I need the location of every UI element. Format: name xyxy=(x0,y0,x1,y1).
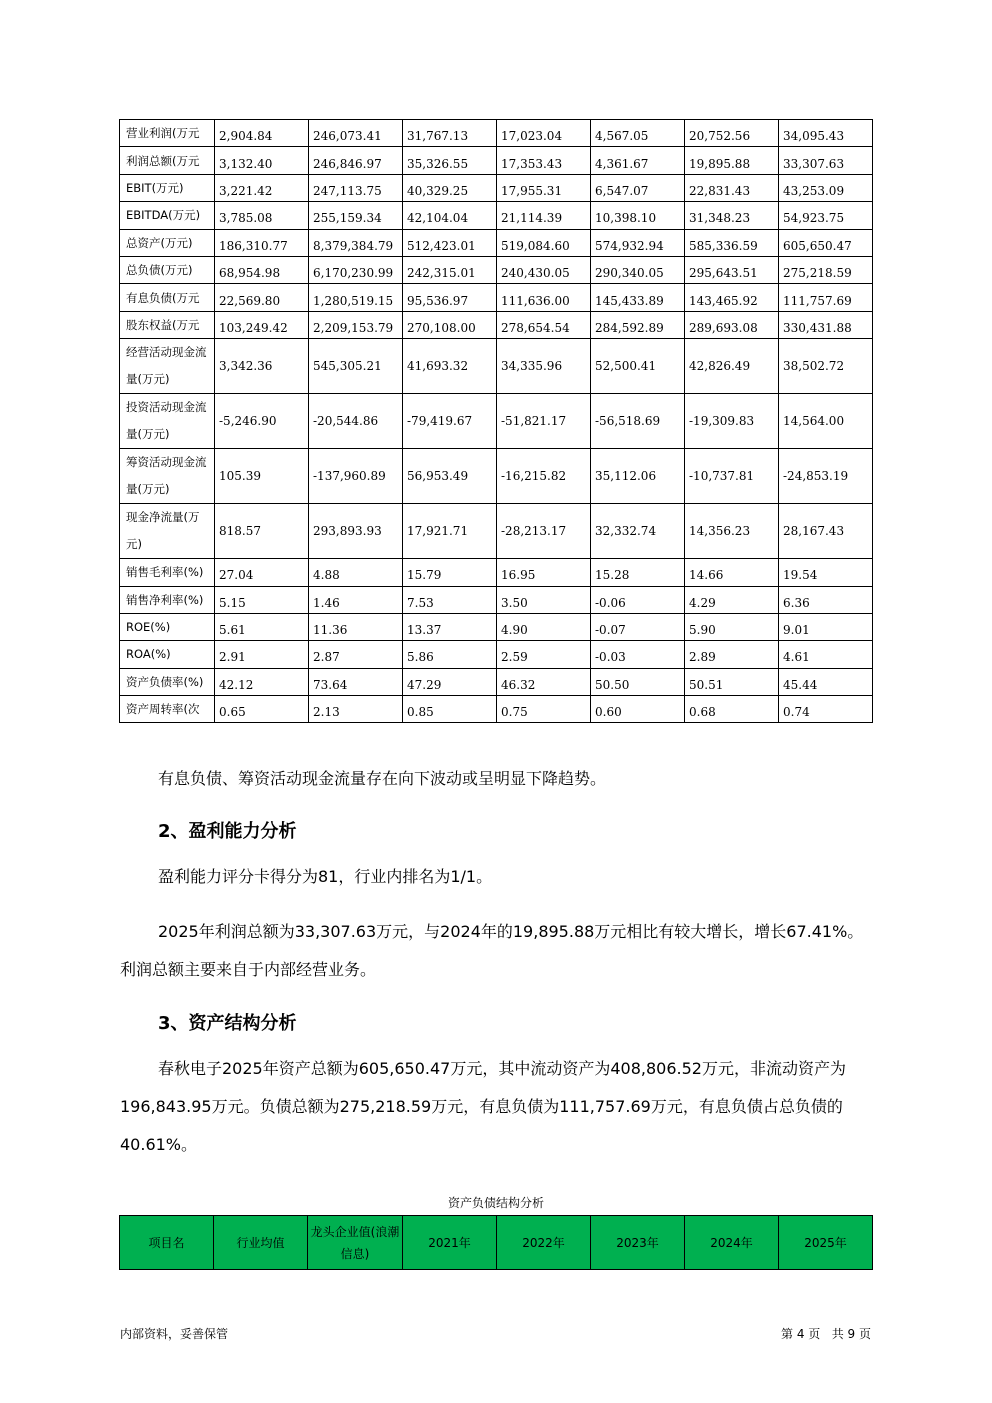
value-cell: 3,132.40 xyxy=(215,147,309,174)
table-row xyxy=(120,504,873,559)
table-row xyxy=(120,449,873,504)
value-cell: 240,430.05 xyxy=(497,256,591,283)
value-cell: -137,960.89 xyxy=(309,449,403,504)
table-row xyxy=(120,311,873,338)
value-cell: 605,650.47 xyxy=(779,229,873,256)
assets-paragraph: 春秋电子2025年资产总额为605,650.47万元，其中流动资产为408,806.52万元，非流动资产为196,843.95万元。负债总额为275,218.59万元，有息负债为111,757.69万元，有息负债占总负债的40.61%。 xyxy=(120,1059,846,1154)
value-cell: 41,693.32 xyxy=(403,339,497,394)
value-cell: 22,569.80 xyxy=(215,284,309,311)
value-cell: 68,954.98 xyxy=(215,256,309,283)
value-cell: 0.85 xyxy=(403,696,497,723)
value-cell: 34,335.96 xyxy=(497,339,591,394)
value-cell: 17,353.43 xyxy=(497,147,591,174)
value-cell: -10,737.81 xyxy=(685,449,779,504)
table-row xyxy=(120,586,873,613)
value-cell: 14,564.00 xyxy=(779,394,873,449)
value-cell: 0.65 xyxy=(215,696,309,723)
value-cell: 15.28 xyxy=(591,559,685,586)
value-cell: 42,826.49 xyxy=(685,339,779,394)
row-label: 销售毛利率(%) xyxy=(120,559,215,586)
value-cell: -79,419.67 xyxy=(403,394,497,449)
value-cell: 54,923.75 xyxy=(779,202,873,229)
value-cell: 5.86 xyxy=(403,641,497,668)
value-cell: 2,904.84 xyxy=(215,120,309,147)
header-cell: 2025年 xyxy=(779,1216,873,1270)
row-label: 销售净利率(%) xyxy=(120,586,215,613)
value-cell: 2.59 xyxy=(497,641,591,668)
value-cell: 33,307.63 xyxy=(779,147,873,174)
value-cell: 585,336.59 xyxy=(685,229,779,256)
table-row xyxy=(120,147,873,174)
value-cell: 290,340.05 xyxy=(591,256,685,283)
value-cell: 21,114.39 xyxy=(497,202,591,229)
header-cell: 龙头企业值(浪潮信息) xyxy=(308,1216,403,1270)
score-paragraph: 盈利能力评分卡得分为81，行业内排名为1/1。 xyxy=(158,867,493,886)
value-cell: 545,305.21 xyxy=(309,339,403,394)
value-cell: 1,280,519.15 xyxy=(309,284,403,311)
value-cell: 330,431.88 xyxy=(779,311,873,338)
value-cell: 17,955.31 xyxy=(497,174,591,201)
section-heading-asset-structure: 3、资产结构分析 xyxy=(158,1013,297,1034)
footer-page-number: 第 4 页 共 9 页 xyxy=(781,1327,871,1341)
row-label: EBITDA(万元) xyxy=(120,202,215,229)
table-row xyxy=(120,174,873,201)
value-cell: -51,821.17 xyxy=(497,394,591,449)
value-cell: -0.07 xyxy=(591,613,685,640)
value-cell: 0.75 xyxy=(497,696,591,723)
value-cell: 17,921.71 xyxy=(403,504,497,559)
value-cell: 6,547.07 xyxy=(591,174,685,201)
value-cell: 3,785.08 xyxy=(215,202,309,229)
value-cell: 105.39 xyxy=(215,449,309,504)
row-label: 有息负债(万元 xyxy=(120,284,215,311)
row-label: 现金净流量(万元) xyxy=(120,504,215,559)
value-cell: 14.66 xyxy=(685,559,779,586)
header-cell: 2022年 xyxy=(497,1216,591,1270)
table-row xyxy=(120,284,873,311)
value-cell: 32,332.74 xyxy=(591,504,685,559)
value-cell: 22,831.43 xyxy=(685,174,779,201)
row-label: 总资产(万元) xyxy=(120,229,215,256)
value-cell: 5.15 xyxy=(215,586,309,613)
value-cell: 4,567.05 xyxy=(591,120,685,147)
value-cell: -20,544.86 xyxy=(309,394,403,449)
value-cell: 255,159.34 xyxy=(309,202,403,229)
value-cell: -19,309.83 xyxy=(685,394,779,449)
value-cell: -5,246.90 xyxy=(215,394,309,449)
value-cell: 95,536.97 xyxy=(403,284,497,311)
row-label: 营业利润(万元 xyxy=(120,120,215,147)
row-label: 利润总额(万元 xyxy=(120,147,215,174)
value-cell: 14,356.23 xyxy=(685,504,779,559)
header-cell: 2023年 xyxy=(591,1216,685,1270)
value-cell: 20,752.56 xyxy=(685,120,779,147)
table-row xyxy=(120,256,873,283)
row-label: 经营活动现金流量(万元) xyxy=(120,339,215,394)
table-row xyxy=(120,559,873,586)
value-cell: 242,315.01 xyxy=(403,256,497,283)
value-cell: -0.06 xyxy=(591,586,685,613)
row-label: ROE(%) xyxy=(120,613,215,640)
trend-paragraph: 有息负债、筹资活动现金流量存在向下波动或呈明显下降趋势。 xyxy=(158,769,607,788)
value-cell: -0.03 xyxy=(591,641,685,668)
value-cell: 10,398.10 xyxy=(591,202,685,229)
value-cell: 13.37 xyxy=(403,613,497,640)
value-cell: 284,592.89 xyxy=(591,311,685,338)
value-cell: 35,112.06 xyxy=(591,449,685,504)
value-cell: 4.29 xyxy=(685,586,779,613)
value-cell: 2.87 xyxy=(309,641,403,668)
value-cell: 42.12 xyxy=(215,668,309,695)
value-cell: 31,767.13 xyxy=(403,120,497,147)
value-cell: 289,693.08 xyxy=(685,311,779,338)
value-cell: 3,221.42 xyxy=(215,174,309,201)
value-cell: 6.36 xyxy=(779,586,873,613)
table-header-row xyxy=(120,1216,873,1270)
value-cell: 34,095.43 xyxy=(779,120,873,147)
section-heading-profitability: 2、盈利能力分析 xyxy=(158,821,297,842)
value-cell: 73.64 xyxy=(309,668,403,695)
value-cell: 45.44 xyxy=(779,668,873,695)
value-cell: 9.01 xyxy=(779,613,873,640)
value-cell: 40,329.25 xyxy=(403,174,497,201)
value-cell: 31,348.23 xyxy=(685,202,779,229)
value-cell: 143,465.92 xyxy=(685,284,779,311)
table-row xyxy=(120,339,873,394)
value-cell: 42,104.04 xyxy=(403,202,497,229)
value-cell: 3.50 xyxy=(497,586,591,613)
value-cell: 8,379,384.79 xyxy=(309,229,403,256)
value-cell: 246,846.97 xyxy=(309,147,403,174)
value-cell: 0.74 xyxy=(779,696,873,723)
header-cell: 2021年 xyxy=(403,1216,497,1270)
value-cell: 2,209,153.79 xyxy=(309,311,403,338)
value-cell: 270,108.00 xyxy=(403,311,497,338)
value-cell: 4.90 xyxy=(497,613,591,640)
value-cell: 6,170,230.99 xyxy=(309,256,403,283)
value-cell: -56,518.69 xyxy=(591,394,685,449)
financial-indicators-table xyxy=(119,119,873,723)
value-cell: 1.46 xyxy=(309,586,403,613)
value-cell: 574,932.94 xyxy=(591,229,685,256)
value-cell: -28,213.17 xyxy=(497,504,591,559)
value-cell: 43,253.09 xyxy=(779,174,873,201)
value-cell: 818.57 xyxy=(215,504,309,559)
value-cell: 512,423.01 xyxy=(403,229,497,256)
value-cell: 52,500.41 xyxy=(591,339,685,394)
asset-liability-structure-table xyxy=(119,1215,873,1270)
value-cell: -16,215.82 xyxy=(497,449,591,504)
row-label: EBIT(万元) xyxy=(120,174,215,201)
profit-paragraph: 2025年利润总额为33,307.63万元，与2024年的19,895.88万元相比有较大增长，增长67.41%。利润总额主要来自于内部经营业务。 xyxy=(120,922,864,979)
value-cell: 16.95 xyxy=(497,559,591,586)
value-cell: 246,073.41 xyxy=(309,120,403,147)
value-cell: 7.53 xyxy=(403,586,497,613)
row-label: 资产周转率(次 xyxy=(120,696,215,723)
value-cell: 3,342.36 xyxy=(215,339,309,394)
value-cell: 11.36 xyxy=(309,613,403,640)
value-cell: 35,326.55 xyxy=(403,147,497,174)
value-cell: 2.91 xyxy=(215,641,309,668)
row-label: ROA(%) xyxy=(120,641,215,668)
table-row xyxy=(120,696,873,723)
value-cell: 4,361.67 xyxy=(591,147,685,174)
value-cell: 46.32 xyxy=(497,668,591,695)
row-label: 股东权益(万元 xyxy=(120,311,215,338)
table-row xyxy=(120,229,873,256)
row-label: 资产负债率(%) xyxy=(120,668,215,695)
value-cell: 0.68 xyxy=(685,696,779,723)
value-cell: 278,654.54 xyxy=(497,311,591,338)
table-row xyxy=(120,641,873,668)
value-cell: 0.60 xyxy=(591,696,685,723)
value-cell: 103,249.42 xyxy=(215,311,309,338)
value-cell: 5.61 xyxy=(215,613,309,640)
value-cell: 19.54 xyxy=(779,559,873,586)
value-cell: 145,433.89 xyxy=(591,284,685,311)
table-caption: 资产负债结构分析 xyxy=(447,1196,544,1210)
value-cell: 38,502.72 xyxy=(779,339,873,394)
table-row xyxy=(120,668,873,695)
value-cell: 4.61 xyxy=(779,641,873,668)
value-cell: 19,895.88 xyxy=(685,147,779,174)
value-cell: -24,853.19 xyxy=(779,449,873,504)
value-cell: 111,757.69 xyxy=(779,284,873,311)
row-label: 投资活动现金流量(万元) xyxy=(120,394,215,449)
value-cell: 27.04 xyxy=(215,559,309,586)
row-label: 总负债(万元) xyxy=(120,256,215,283)
row-label: 筹资活动现金流量(万元) xyxy=(120,449,215,504)
header-cell: 行业均值 xyxy=(214,1216,308,1270)
table-row xyxy=(120,394,873,449)
value-cell: 47.29 xyxy=(403,668,497,695)
value-cell: 186,310.77 xyxy=(215,229,309,256)
financial-indicators-body xyxy=(120,120,873,723)
table-row xyxy=(120,613,873,640)
header-cell: 项目名 xyxy=(120,1216,214,1270)
value-cell: 56,953.49 xyxy=(403,449,497,504)
value-cell: 275,218.59 xyxy=(779,256,873,283)
value-cell: 293,893.93 xyxy=(309,504,403,559)
value-cell: 247,113.75 xyxy=(309,174,403,201)
table-row xyxy=(120,120,873,147)
value-cell: 2.13 xyxy=(309,696,403,723)
value-cell: 15.79 xyxy=(403,559,497,586)
header-cell: 2024年 xyxy=(685,1216,779,1270)
value-cell: 17,023.04 xyxy=(497,120,591,147)
footer-confidential: 内部资料，妥善保管 xyxy=(120,1327,229,1341)
table-row xyxy=(120,202,873,229)
value-cell: 519,084.60 xyxy=(497,229,591,256)
value-cell: 50.50 xyxy=(591,668,685,695)
value-cell: 111,636.00 xyxy=(497,284,591,311)
value-cell: 2.89 xyxy=(685,641,779,668)
value-cell: 295,643.51 xyxy=(685,256,779,283)
value-cell: 28,167.43 xyxy=(779,504,873,559)
value-cell: 4.88 xyxy=(309,559,403,586)
value-cell: 5.90 xyxy=(685,613,779,640)
value-cell: 50.51 xyxy=(685,668,779,695)
